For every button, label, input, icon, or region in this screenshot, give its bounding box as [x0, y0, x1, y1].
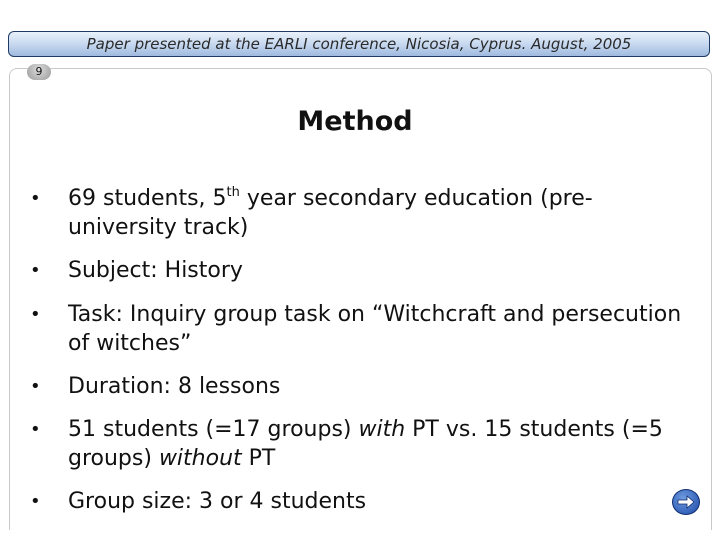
header-banner	[8, 31, 710, 57]
next-arrow-icon	[677, 495, 695, 509]
emphasis-with: with	[358, 417, 406, 442]
bullet-text: year secondary education (pre-university track)	[68, 186, 593, 240]
bullet-superscript: th	[226, 185, 240, 200]
bullet-text: PT	[241, 446, 276, 471]
bullet-text: Group size: 3 or 4 students	[68, 489, 367, 514]
bullet-dot: •	[30, 419, 41, 440]
bullet-dot: •	[30, 260, 41, 281]
bullet-text: PT vs. 15 students (=5 groups)	[68, 417, 663, 471]
emphasis-without: without	[158, 446, 242, 471]
bullet-text: Subject: History	[68, 258, 243, 283]
bullet-dot: •	[30, 304, 41, 325]
bullet-dot: •	[30, 188, 41, 209]
bullet-item	[30, 184, 690, 242]
bullet-dot: •	[30, 376, 41, 397]
bullet-text: 69 students, 5	[68, 186, 227, 211]
header-text: Paper presented at the EARLI conference, Nicosia, Cyprus. August, 2005	[86, 35, 632, 53]
bullet-item	[30, 300, 690, 358]
next-slide-button[interactable]	[672, 489, 700, 515]
bullet-item	[30, 256, 243, 285]
bullet-dot: •	[30, 491, 41, 512]
slide-number: 9	[27, 64, 51, 80]
bullet-item	[30, 372, 280, 401]
bullet-text: 51 students (=17 groups)	[68, 417, 359, 442]
bullet-text: Task: Inquiry group task on “Witchcraft and persecution of witches”	[68, 302, 682, 356]
bullet-text: Duration: 8 lessons	[68, 374, 281, 399]
bullet-item	[30, 415, 690, 473]
bullet-item	[30, 487, 366, 516]
slide-title: Method	[297, 106, 413, 137]
